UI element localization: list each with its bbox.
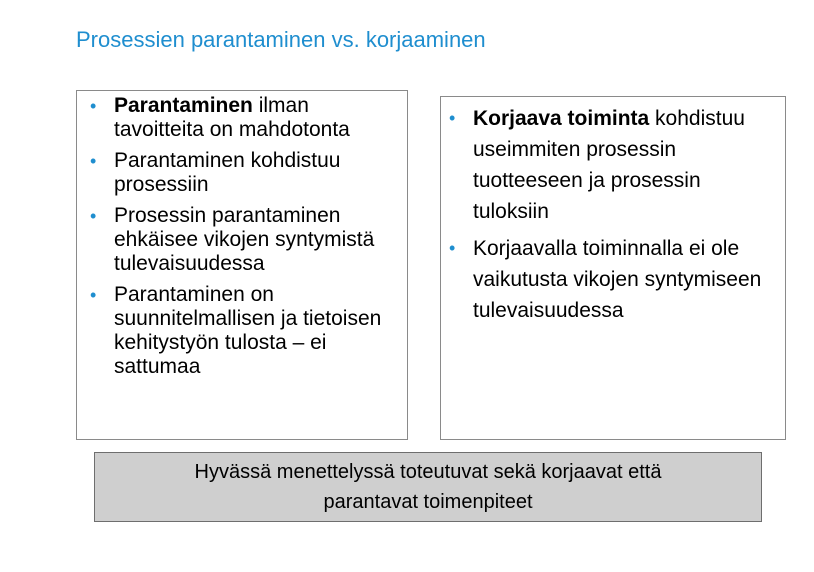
bullet-lead-text: Korjaava toiminta [473, 107, 650, 130]
summary-text: Hyvässä menettelyssä toteutuvat sekä korjaavat että parantavat toimenpiteet [194, 461, 662, 513]
bullet-text: Korjaavalla toiminnalla ei ole vaikutusta vikojen syntymiseen tulevaisuudessa [473, 237, 762, 322]
left-bullet-item [90, 283, 403, 379]
left-bullet-list [77, 91, 407, 379]
bullet-text: Parantaminen kohdistuu prosessiin [114, 149, 341, 196]
bullet-dot-icon: • [90, 285, 97, 305]
bullet-text: kohdistuu useimmiten prosessin tuotteeseen ja prosessin tuloksiin [473, 107, 745, 223]
bullet-dot-icon: • [90, 96, 97, 116]
right-bullet-list [441, 97, 785, 326]
summary-box [94, 452, 762, 522]
bullet-dot-icon: • [449, 108, 456, 128]
right-bullet-item [449, 103, 781, 227]
right-bullet-item [449, 233, 781, 326]
bullet-text: Prosessin parantaminen ehkäisee vikojen syntymistä tulevaisuudessa [114, 204, 375, 275]
right-box-correction [440, 96, 786, 440]
bullet-dot-icon: • [90, 151, 97, 171]
left-bullet-item [90, 94, 403, 142]
left-bullet-item [90, 204, 403, 276]
left-box-improvement [76, 90, 408, 440]
bullet-text: ilman tavoitteita on mahdotonta [114, 94, 350, 141]
bullet-lead-text: Parantaminen [114, 94, 253, 117]
left-bullet-item [90, 149, 403, 197]
slide-title: Prosessien parantaminen vs. korjaaminen [76, 27, 486, 52]
bullet-dot-icon: • [90, 206, 97, 226]
bullet-text: Parantaminen on suunnitelmallisen ja tietoisen kehitystyön tulosta – ei sattumaa [114, 283, 382, 378]
bullet-dot-icon: • [449, 238, 456, 258]
